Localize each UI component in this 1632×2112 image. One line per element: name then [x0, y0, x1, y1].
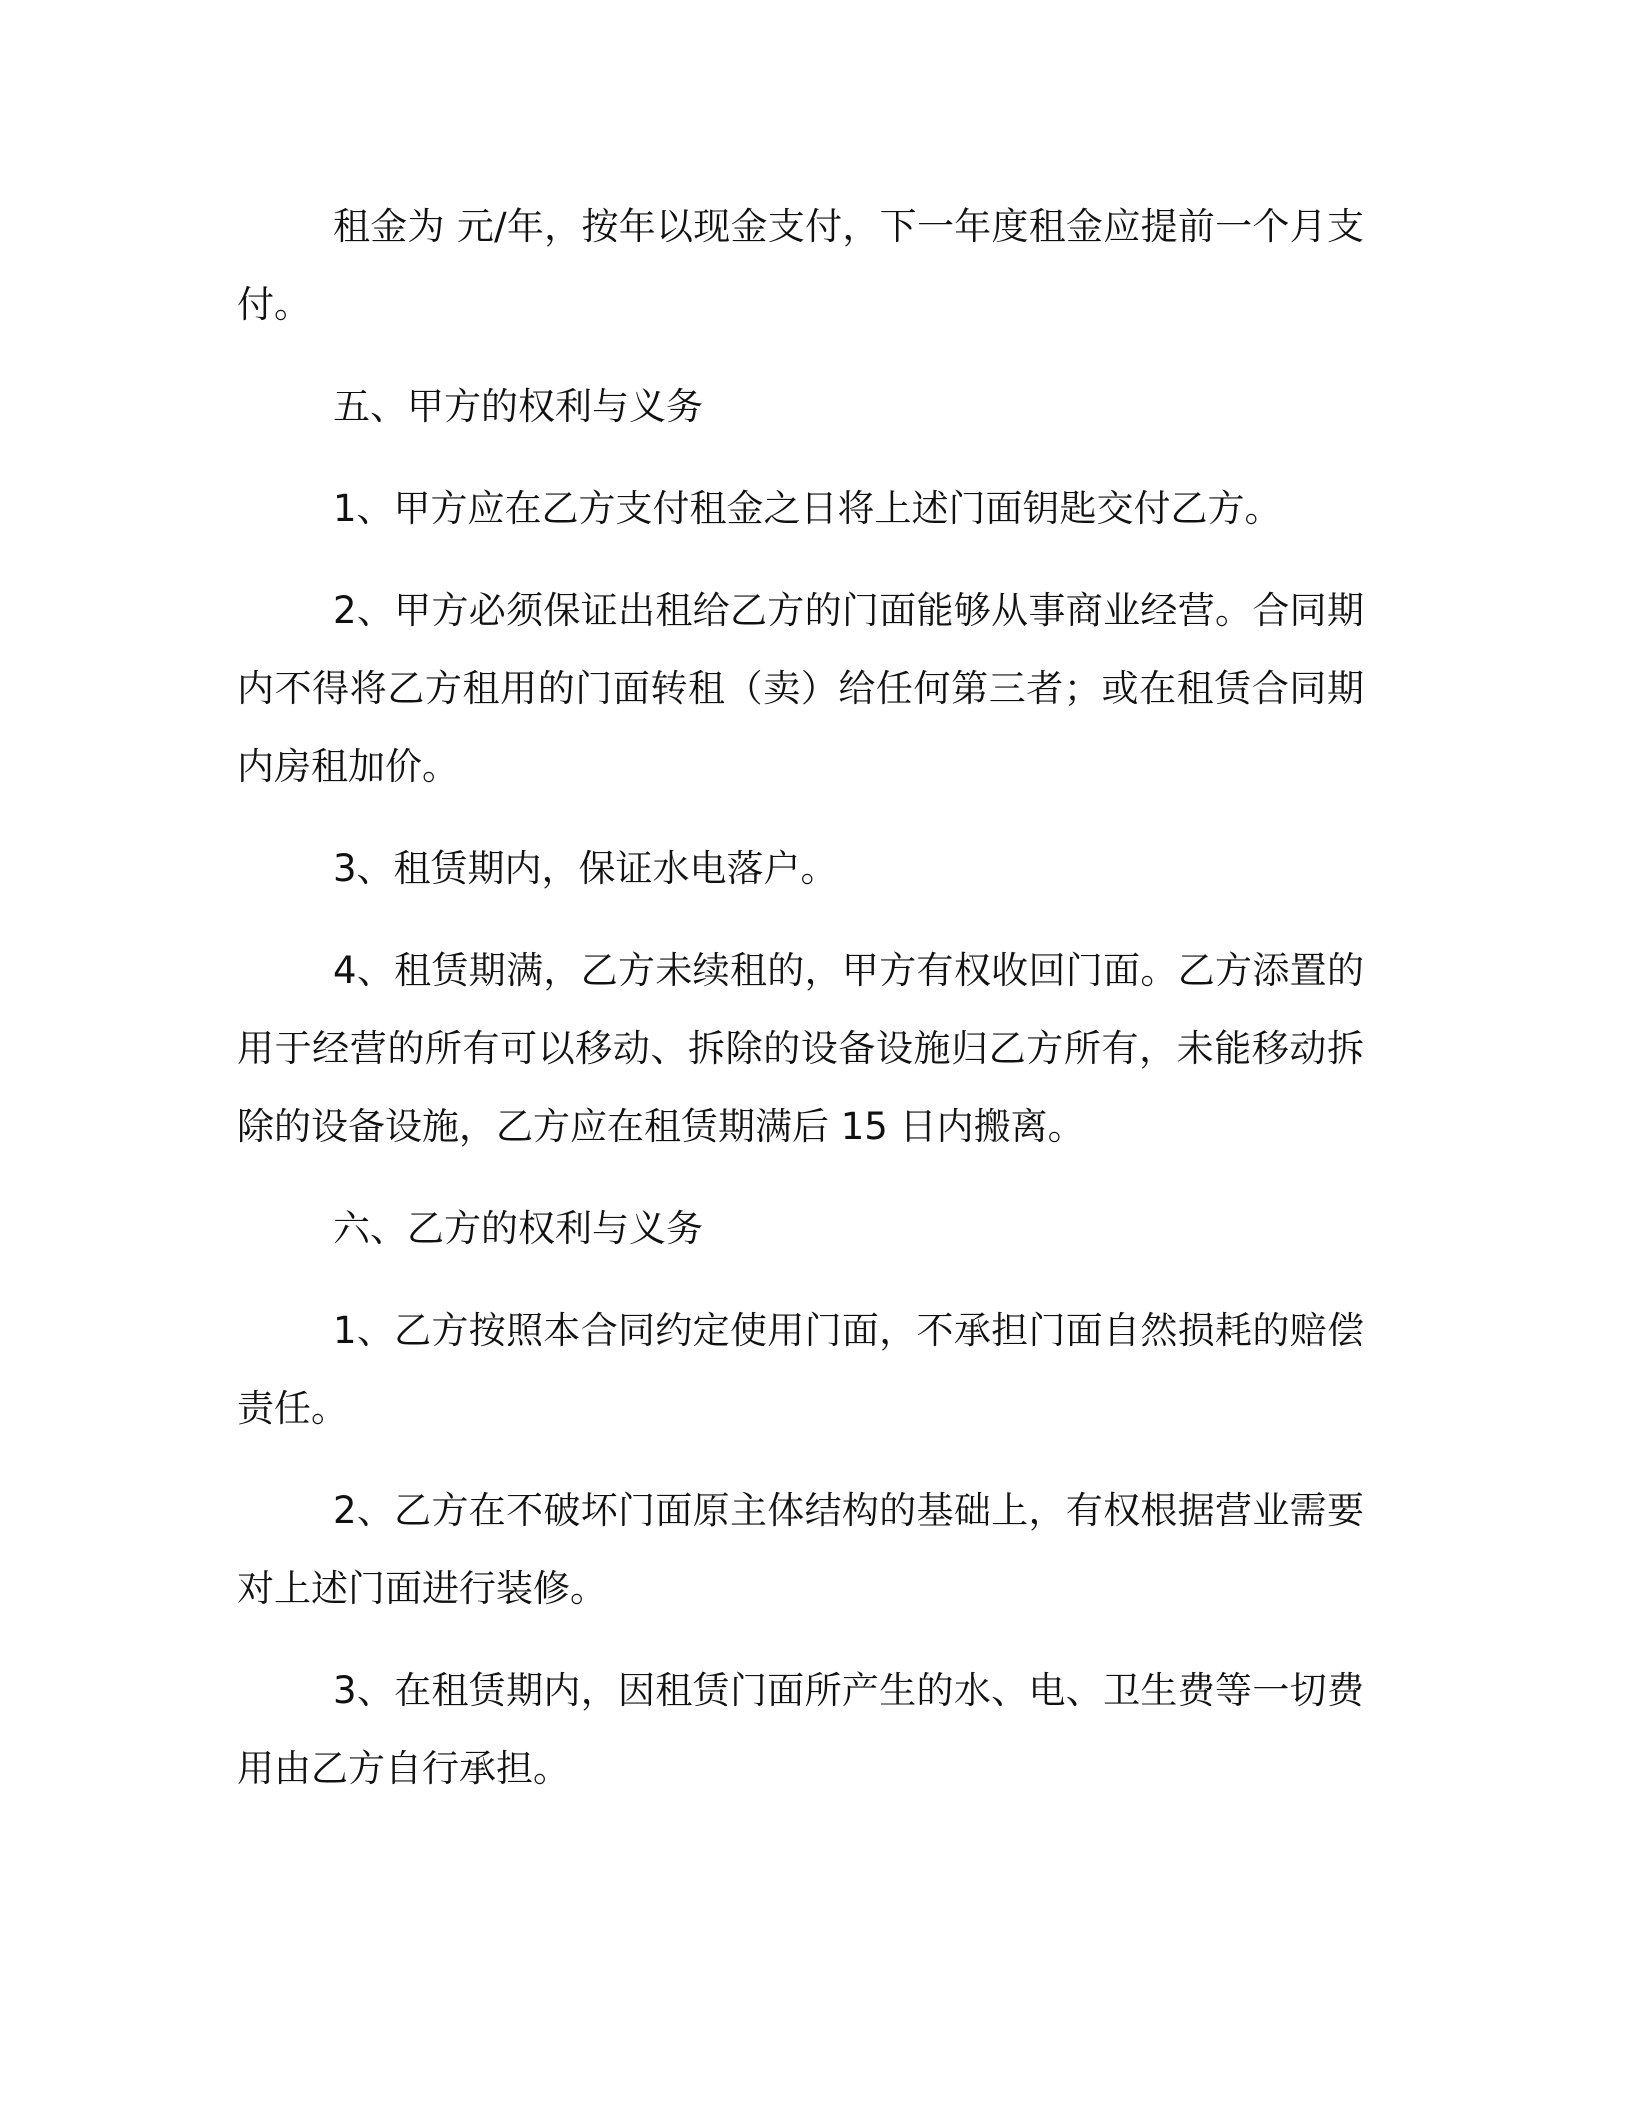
clause-b3: 3、在租赁期内，因租赁门面所产生的水、电、卫生费等一切费用由乙方自行承担。 — [237, 1669, 1364, 1790]
paragraph-rent-payment: 租金为 元/年，按年以现金支付，下一年度租金应提前一个月支付。 — [237, 205, 1364, 326]
clause-a3: 3、租赁期内，保证水电落户。 — [333, 847, 838, 890]
clause-b2: 2、乙方在不破坏门面原主体结构的基础上，有权根据营业需要对上述门面进行装修。 — [237, 1489, 1364, 1610]
section-heading-party-a: 五、甲方的权利与义务 — [333, 385, 703, 428]
clause-b1: 1、乙方按照本合同约定使用门面，不承担门面自然损耗的赔偿责任。 — [237, 1309, 1364, 1430]
clause-a4: 4、租赁期满，乙方未续租的，甲方有权收回门面。乙方添置的用于经营的所有可以移动、拆除的设备设施归乙方所有，未能移动拆除的设备设施，乙方应在租赁期满后 15 日内搬离。 — [237, 949, 1364, 1148]
clause-a2: 2、甲方必须保证出租给乙方的门面能够从事商业经营。合同期内不得将乙方租用的门面转租（卖）给任何第三者；或在租赁合同期内房租加价。 — [237, 589, 1364, 788]
clause-a1: 1、甲方应在乙方支付租金之日将上述门面钥匙交付乙方。 — [333, 487, 1282, 530]
section-heading-party-b: 六、乙方的权利与义务 — [333, 1207, 703, 1250]
document-body — [237, 188, 1364, 1832]
